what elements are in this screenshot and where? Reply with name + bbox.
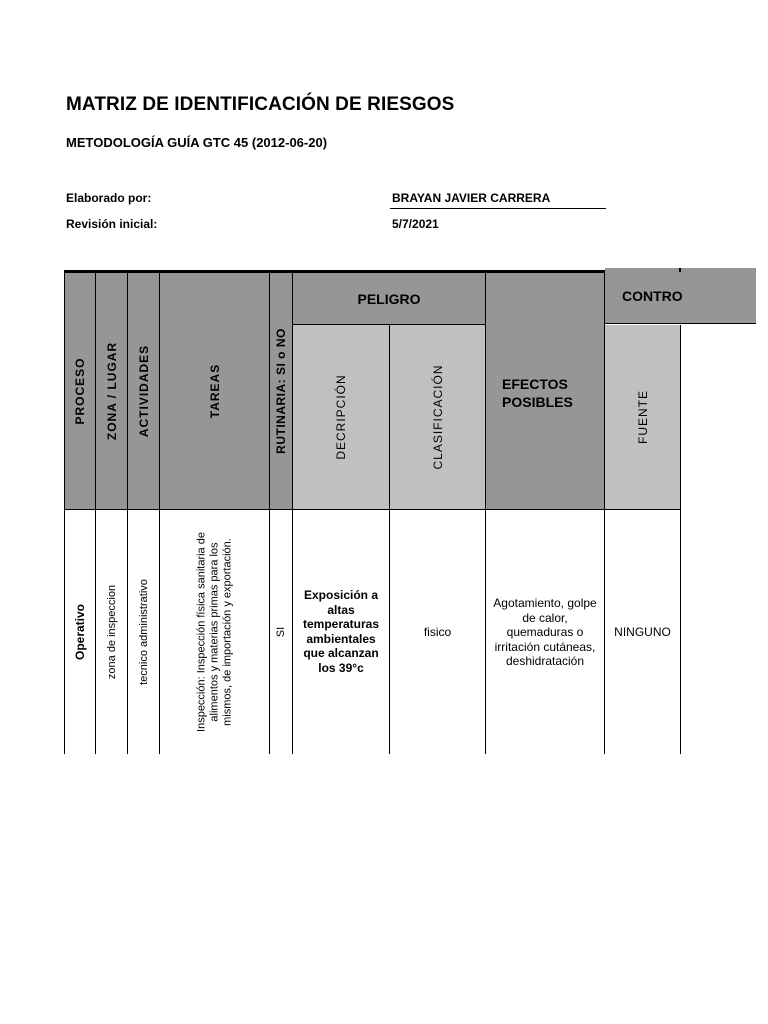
header-efectos — [486, 270, 605, 510]
cell-efectos-text: Agotamiento, golpe de calor, quemaduras o irritación cutáneas, deshidratación — [493, 596, 597, 668]
header-clasificacion-label: CLASIFICACIÓN — [430, 364, 445, 470]
revision-value: 5/7/2021 — [392, 217, 439, 231]
cell-tareas-line3: mismos, de importación y exportación. — [221, 538, 233, 726]
header-controles-label: CONTRO — [622, 288, 683, 304]
header-proceso-label: PROCESO — [73, 357, 87, 425]
header-efectos-label: EFECTOS POSIBLES — [502, 376, 573, 410]
header-rutinaria-label: RUTINARIA: SI o NO — [274, 328, 288, 454]
cell-zona-text: zona de inspeccion — [105, 584, 118, 680]
cell-actividades-text: tecnico administrativo — [137, 579, 150, 685]
header-zona — [96, 270, 128, 510]
cell-descripcion-text: Exposición a altas temperaturas ambientales que alcanzan los 39°c — [302, 588, 380, 675]
document-subtitle: METODOLOGÍA GUÍA GTC 45 (2012-06-20) — [66, 135, 328, 150]
cell-tareas — [160, 510, 270, 754]
header-rutinaria — [270, 270, 293, 510]
revision-label: Revisión inicial: — [66, 217, 158, 231]
header-tareas — [160, 270, 270, 510]
elaborado-label: Elaborado por: — [66, 191, 152, 205]
elaborado-underline — [390, 208, 606, 209]
cell-zona — [96, 510, 128, 754]
cell-tareas-line1: Inspección: Inspección física sanitaria de — [195, 532, 207, 732]
cell-descripcion — [293, 510, 390, 754]
cell-fuente-text: NINGUNO — [614, 625, 671, 639]
cell-proceso-text: Operativo — [73, 603, 87, 661]
document-title: MATRIZ DE IDENTIFICACIÓN DE RIESGOS — [66, 94, 455, 115]
cell-actividades — [128, 510, 160, 754]
header-zona-label: ZONA / LUGAR — [104, 341, 119, 441]
cell-clasificacion — [390, 510, 486, 754]
header-proceso — [64, 270, 96, 510]
header-clasificacion — [390, 325, 486, 510]
header-actividades-label: ACTIVIDADES — [136, 344, 151, 438]
cell-rutinaria-text: SI — [275, 626, 287, 638]
header-controles-divider — [679, 268, 681, 272]
cell-rutinaria — [270, 510, 293, 754]
header-peligro-label: PELIGRO — [357, 290, 421, 307]
header-descripcion-label: DECRIPCIÓN — [334, 374, 348, 460]
header-actividades — [128, 270, 160, 510]
header-descripcion — [293, 325, 390, 510]
header-tareas-label: TAREAS — [207, 363, 222, 419]
elaborado-value: BRAYAN JAVIER CARRERA — [392, 191, 551, 205]
header-peligro — [293, 270, 486, 325]
cell-clasificacion-text: fisico — [423, 625, 452, 639]
cell-efectos — [486, 510, 605, 754]
cell-proceso — [64, 510, 96, 754]
cell-fuente — [605, 510, 681, 754]
header-controles — [605, 268, 756, 324]
cell-tareas-text — [195, 532, 234, 732]
header-fuente-label: FUENTE — [635, 390, 650, 444]
cell-tareas-line2: alimentos y materias primas para los — [208, 542, 220, 722]
header-fuente — [605, 325, 681, 510]
